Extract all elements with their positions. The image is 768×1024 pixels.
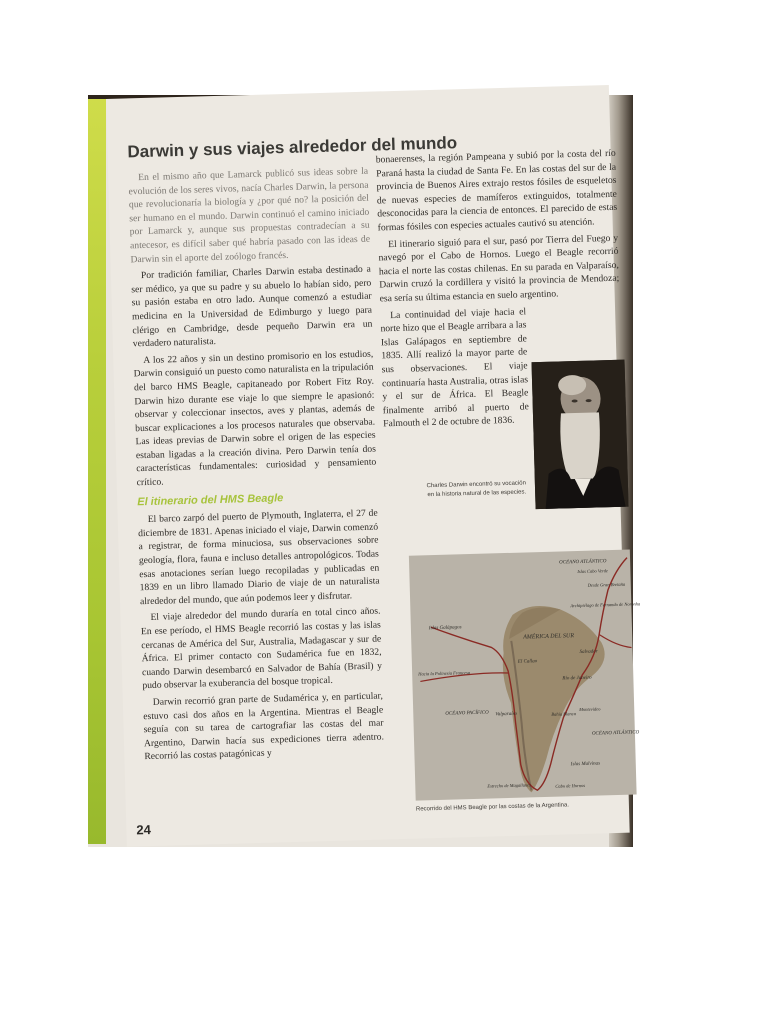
book-page-photo bbox=[88, 95, 641, 847]
map-label: Islas Cabo Verde bbox=[577, 568, 609, 575]
paragraph: Por tradición familiar, Charles Darwin estaba destinado a ser médico, ya que su padre y su abuelo lo habían sido, pero su pasión estaba en otro lado. Aunque comenzó a estudiar medicina en la Universidad de Edimburgo y luego para clérigo en Cambridge, desde pequeño Darwin era un verdadero naturalista. bbox=[131, 263, 373, 350]
map-label: Valparaíso bbox=[495, 711, 518, 718]
map-label: Montevideo bbox=[579, 706, 601, 713]
paragraph: Darwin recorrió gran parte de Sudamérica y, en particular, estuvo casi dos años en la Argentina. Mientras el Beagle seguía con su tarea de cartografiar las costas del mar Argentino, Darwin hacía sus expediciones tierra adentro. Recorrió las costas patagónicas y bbox=[143, 690, 385, 763]
map-label: Islas Malvinas bbox=[570, 761, 601, 768]
intro-paragraph: En el mismo año que Lamarck publicó sus ideas sobre la evolución de los seres vivos, nacía Charles Darwin, la persona que revolucionaría la biología y ¿por qué no? la posición del ser humano en el mundo. Darwin continuó el camino iniciado por Lamarck y, aunque sus propuestas contradecían a su antecesor, es difícil saber qué habría pasado con las ideas de Darwin sin el aporte del zoólogo francés. bbox=[128, 165, 371, 265]
map-label: AMÉRICA DEL SUR bbox=[523, 633, 575, 641]
paragraph: La continuidad del viaje hacia el norte hizo que el Beagle arribara a las Islas Galápagos en septiembre de 1835. Allí realizó la mayor parte de sus observaciones. El viaje continuaría hasta Australia, otras islas y el sur de África. El Beagle finalmente arribó al puerto de Falmouth el 2 de octubre de 1836. bbox=[380, 305, 529, 430]
beagle-route-map bbox=[409, 550, 641, 801]
map-label: Archipiélago de Fernando de Noronha bbox=[570, 601, 641, 609]
paragraph: bonaerenses, la región Pampeana y subió por la costa del río Paraná hasta la ciudad de Santa Fe. En las costas del sur de la provincia de Buenos Aires extrajo restos fósiles de esqueletos de nuevas especies de mamíferos extinguidos, totalmente desconocidas para la ciencia de entonces. El parecido de estas formas fósiles con especies actuales cautivó su atención. bbox=[375, 147, 618, 234]
page-content bbox=[106, 85, 641, 847]
darwin-portrait bbox=[532, 360, 629, 510]
paragraph: El itinerario siguió para el sur, pasó por Tierra del Fuego y navegó por el Cabo de Hornos. Luego el Beagle recorrió hacia el norte las costas chilenas. En su parada en Valparaíso, Darwin cruzó la cordillera y visitó la provincia de Mendoza; esa sería su última estancia en suelo argentino. bbox=[378, 232, 620, 305]
paragraph: El viaje alrededor del mundo duraría en total cinco años. En ese período, el HMS Beagle recorrió las costas y las islas cercanas de América del Sur, Australia, Madagascar y sur de África. El primer contacto con Sudamérica fue en 1832, cuando Darwin desembarcó en Salvador de Bahía (Brasil) y pudo observar la exuberancia del bosque tropical. bbox=[140, 605, 383, 692]
map-caption: Recorrido del HMS Beagle por las costas de la Argentina. bbox=[415, 802, 570, 813]
map-label: Desde Gran Bretaña bbox=[587, 581, 626, 588]
map-label: OCÉANO ATLÁNTICO bbox=[591, 730, 640, 737]
map-label: OCÉANO ATLÁNTICO bbox=[559, 559, 607, 566]
page-number: 24 bbox=[136, 822, 152, 838]
map-label: El Callao bbox=[517, 659, 538, 665]
portrait-caption: Charles Darwin encontró su vocación en la historia natural de las especies. bbox=[426, 480, 527, 499]
map-label: Cabo de Hornos bbox=[555, 782, 586, 789]
portrait-illustration bbox=[532, 360, 629, 510]
map-label: Hacia la Polinesia Francesa bbox=[418, 670, 471, 677]
page-title: Darwin y sus viajes alrededor del mundo bbox=[127, 133, 458, 162]
map-label: Río de Janeiro bbox=[562, 675, 592, 682]
paragraph: A los 22 años y sin un destino promisorio en los estudios, Darwin consiguió un puesto como naturalista en la tripulación del barco HMS Beagle, capitaneado por Robert Fitz Roy. Darwin hizo durante ese viaje lo que siempre le apasionó: observar y coleccionar insectos, aves y plantas, además de buscar explicaciones a los procesos naturales que observaba. Las ideas previas de Darwin sobre el origen de las especies estaban ligadas a la creación divina. Pero Darwin tenía dos características fundamentales: curiosidad y pensamiento crítico. bbox=[133, 348, 377, 489]
section-heading: El itinerario del HMS Beagle bbox=[137, 491, 284, 508]
map-label: Islas Galápagos bbox=[428, 625, 462, 632]
paragraph: El barco zarpó del puerto de Plymouth, Inglaterra, el 27 de diciembre de 1831. Apenas iniciado el viaje, Darwin comenzó a registrar, de forma minuciosa, sus observaciones sobre geología, flora, fauna e incluso detalles antropológicos. Todas esas anotaciones serían luego recopiladas y publicadas en 1839 en un libro llamado Diario de viaje de un naturalista alrededor del mundo, que aún podemos leer y disfrutar. bbox=[137, 507, 380, 608]
map-label: Estrecho de Magallanes bbox=[487, 782, 531, 789]
map-label: Bahía Blanca bbox=[551, 711, 577, 717]
map-label: Salvador bbox=[579, 649, 598, 655]
map-label: OCÉANO PACÍFICO bbox=[445, 710, 489, 717]
green-margin-strip bbox=[88, 99, 106, 844]
map-illustration bbox=[409, 550, 641, 801]
left-column bbox=[128, 165, 385, 767]
